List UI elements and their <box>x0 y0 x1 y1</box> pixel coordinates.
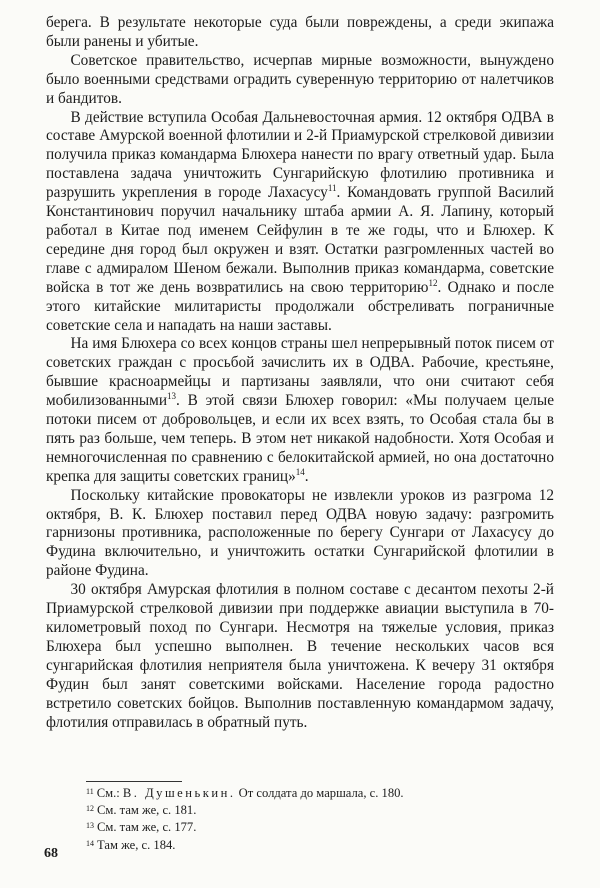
footnote-ref-11: 11 <box>327 183 337 194</box>
footnote-text: См. там же, с. 177. <box>97 820 197 835</box>
footnote-ref-13: 13 <box>167 391 177 402</box>
footnote-text: См. там же, с. 181. <box>97 803 197 818</box>
paragraph-1: берега. В результате некоторые суда были повреждены, а среди экипажа были ранены и убитые. <box>46 14 554 50</box>
footnote-ref-14: 14 <box>295 466 305 477</box>
footnotes <box>86 784 556 853</box>
paragraph-3-text-b: . Командовать группой Василий Константинович поручил начальнику штаба армии А. Я. Лапину, который работал в Китае под именем Сейфулин в те же годы, что и Блюхер. К середине дня город был окружен и взят. Остатки разгромленных частей во главе с адмиралом Шеном бежали. Выполнив приказ командарма, советские войска в тот же день возвратились на свою территорию <box>46 184 554 296</box>
footnote-text: От солдата до маршала, с. 180. <box>235 786 404 800</box>
footnote-12 <box>86 801 556 818</box>
footnote-ref-12: 12 <box>428 277 438 288</box>
paragraph-3-text-c: . Однако и после этого китайские милитаристы продолжали обстреливать пограничные советские села и нападать на наши заставы. <box>46 278 554 334</box>
page-number: 68 <box>44 846 58 861</box>
paragraph-3-text-a: В действие вступила Особая Дальневосточная армия. 12 октября ОДВА в составе Амурской военной флотилии и 2-й Приамурской стрелковой дивизии получила приказ командарма Блюхера нанести по врагу ответный удар. Была поставлена задача уничтожить Сунгарийскую флотилию противника и разрушить укрепления в городе Лахасусу <box>46 108 554 202</box>
paragraph-2: Советское правительство, исчерпав мирные возможности, вынуждено было военными средствами оградить суверенную территорию от налетчиков и бандитов. <box>46 51 554 107</box>
body-text <box>46 14 554 732</box>
footnote-prefix: См.: <box>96 786 123 800</box>
footnote-text: Там же, с. 184. <box>97 837 176 852</box>
footnote-number: 11 <box>86 787 94 796</box>
paragraph-4-text-b: . В этой связи Блюхер говорил: «Мы получаем целые потоки писем от добровольцев, и если их всех взять, то Особая стала бы в пять раз больше, чем теперь. В этом нет никакой надобности. Хотя Особая и немногочисленная по сравнению с белокитайской армией, но она достаточно крепка для защиты советских границ» <box>46 392 554 485</box>
paragraph-4-text-c: . <box>304 467 309 485</box>
paragraph-6: 30 октября Амурская флотилия в полном составе с десантом пехоты 2-й Приамурской стрелковой дивизии при поддержке авиации выступила в 70-километровый поход по Сунгари. Несмотря на тяжелые условия, приказ Блюхера был успешно выполнен. В течение нескольких часов вся сунгарийская флотилия неприятеля была уничтожена. К вечеру 31 октября Фудин был занят советскими войсками. Население города радостно встретило советских бойцов. Выполнив поставленную командармом задачу, флотилия отправилась в обратный путь. <box>46 581 554 731</box>
paragraph-4 <box>46 335 554 486</box>
footnote-author: В. Душенькин. <box>122 786 236 800</box>
footnote-number: 13 <box>86 821 94 831</box>
footnote-11 <box>86 784 556 801</box>
footnote-divider <box>86 781 182 782</box>
footnote-number: 14 <box>86 838 94 848</box>
paragraph-5: Поскольку китайские провокаторы не извлекли уроков из разгрома 12 октября, В. К. Блюхер поставил перед ОДВА новую задачу: разгромить гарнизоны противника, расположенные по берегу Сунгари от Лахасусу до Фудина включительно, и уничтожить остатки Сунгарийской флотилии в районе Фудина. <box>46 486 554 580</box>
paragraph-3 <box>46 109 554 336</box>
footnote-13 <box>86 818 556 835</box>
paragraph-4-text-a: На имя Блюхера со всех концов страны шел непрерывный поток писем от советских граждан с просьбой зачислить их в ОДВА. Рабочие, крестьяне, бывшие красноармейцы и партизаны заявляли, что они считают себя мобилизованными <box>46 335 554 410</box>
footnote-number: 12 <box>86 804 94 814</box>
footnote-14 <box>86 836 556 853</box>
